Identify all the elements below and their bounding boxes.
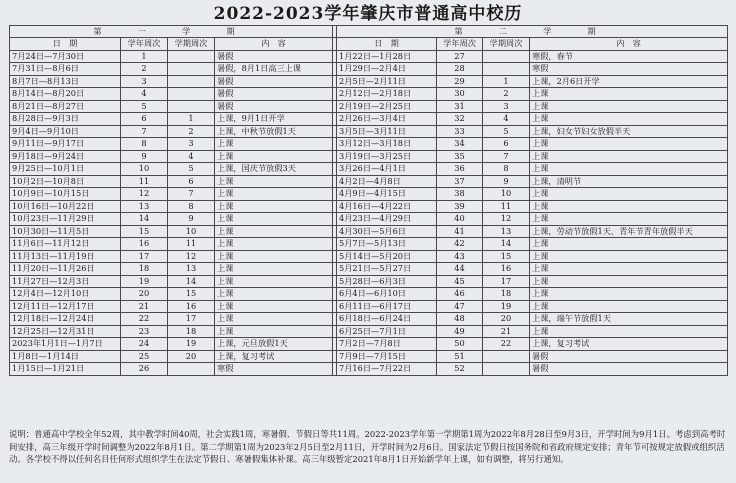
semester1-year-week-cell: 1 xyxy=(121,50,168,63)
semester2-year-week-cell: 37 xyxy=(437,175,483,188)
semester1-year-week-cell: 7 xyxy=(121,125,168,138)
semester1-year-week-cell: 17 xyxy=(121,250,168,263)
semester1-content-cell: 上课，中秋节放假1天 xyxy=(215,125,333,138)
semester2-term-week-cell: 14 xyxy=(483,238,530,251)
semester2-date-cell: 6月4日—6月10日 xyxy=(337,288,437,301)
semester2-date-cell: 3月12日—3月18日 xyxy=(337,138,437,151)
semester1-date-cell: 9月18日—9月24日 xyxy=(10,150,121,163)
semester1-term-week-cell: 1 xyxy=(168,113,215,126)
semester1-term-week-cell: 11 xyxy=(168,238,215,251)
semester2-term-week-cell xyxy=(483,350,530,363)
semester1-year-week-cell: 5 xyxy=(121,100,168,113)
semester2-date-cell: 2月12日—2月18日 xyxy=(337,88,437,101)
semester1-date-cell: 10月9日—10月15日 xyxy=(10,188,121,201)
semester1-content-cell: 上课 xyxy=(215,188,333,201)
semester2-content-cell: 上课 xyxy=(530,150,728,163)
semester2-content-cell: 上课 xyxy=(530,163,728,176)
table-row xyxy=(10,338,728,351)
semester1-date-cell: 1月8日—1月14日 xyxy=(10,350,121,363)
semester2-term-week-cell xyxy=(483,50,530,63)
semester2-date-cell: 7月16日—7月22日 xyxy=(337,363,437,376)
semester2-content-cell: 上课 xyxy=(530,288,728,301)
semester1-date-cell: 7月31日—8月6日 xyxy=(10,63,121,76)
semester1-term-week-cell xyxy=(168,50,215,63)
semester2-year-week-cell: 27 xyxy=(437,50,483,63)
semester2-term-week-cell: 6 xyxy=(483,138,530,151)
semester2-content-cell: 上课，2月6日开学 xyxy=(530,75,728,88)
semester1-year-week-cell: 10 xyxy=(121,163,168,176)
semester1-term-week-cell: 2 xyxy=(168,125,215,138)
semester1-content-cell: 暑假，8月1日高三上课 xyxy=(215,63,333,76)
semester2-date-cell: 4月23日—4月29日 xyxy=(337,213,437,226)
semester2-date-cell: 3月26日—4月1日 xyxy=(337,163,437,176)
semester2-term-week-cell: 10 xyxy=(483,188,530,201)
semester1-term-week-cell: 10 xyxy=(168,225,215,238)
semester2-term-week-cell: 17 xyxy=(483,275,530,288)
semester2-content-cell: 上课 xyxy=(530,263,728,276)
semester2-year-week-cell: 45 xyxy=(437,275,483,288)
semester2-content-cell: 上课，劳动节放假1天、青年节青年放假半天 xyxy=(530,225,728,238)
semester2-content-cell: 上课，复习考试 xyxy=(530,338,728,351)
semester2-date-cell: 1月29日—2月4日 xyxy=(337,63,437,76)
semester2-year-week-cell: 41 xyxy=(437,225,483,238)
semester2-year-week-cell: 29 xyxy=(437,75,483,88)
col-header-content: 内 容 xyxy=(530,38,728,51)
semester2-content-cell: 上课，妇女节妇女放假半天 xyxy=(530,125,728,138)
semester1-term-week-cell xyxy=(168,88,215,101)
table-row xyxy=(10,225,728,238)
col-header-date: 日 期 xyxy=(10,38,121,51)
semester1-content-cell: 上课 xyxy=(215,288,333,301)
semester1-date-cell: 12月25日—12月31日 xyxy=(10,325,121,338)
semester1-content-cell: 暑假 xyxy=(215,100,333,113)
semester1-content-cell: 上课，元旦放假1天 xyxy=(215,338,333,351)
school-calendar-table xyxy=(9,25,728,376)
semester2-date-cell: 7月2日—7月8日 xyxy=(337,338,437,351)
semester-header-row xyxy=(10,26,728,38)
semester1-content-cell: 上课 xyxy=(215,213,333,226)
semester2-year-week-cell: 50 xyxy=(437,338,483,351)
semester2-content-cell: 上课 xyxy=(530,238,728,251)
semester2-label: 第 二 学 期 xyxy=(337,26,728,38)
semester1-term-week-cell: 6 xyxy=(168,175,215,188)
semester1-year-week-cell: 9 xyxy=(121,150,168,163)
semester2-date-cell: 7月9日—7月15日 xyxy=(337,350,437,363)
semester2-year-week-cell: 44 xyxy=(437,263,483,276)
semester1-date-cell: 8月7日—8月13日 xyxy=(10,75,121,88)
semester1-year-week-cell: 13 xyxy=(121,200,168,213)
semester1-year-week-cell: 3 xyxy=(121,75,168,88)
semester1-content-cell: 寒假 xyxy=(215,363,333,376)
semester1-term-week-cell xyxy=(168,63,215,76)
semester2-year-week-cell: 33 xyxy=(437,125,483,138)
semester2-year-week-cell: 42 xyxy=(437,238,483,251)
semester1-term-week-cell: 5 xyxy=(168,163,215,176)
semester1-content-cell: 上课 xyxy=(215,225,333,238)
semester1-content-cell: 暑假 xyxy=(215,88,333,101)
semester1-date-cell: 2023年1月1日—1月7日 xyxy=(10,338,121,351)
semester2-content-cell: 上课 xyxy=(530,138,728,151)
semester2-year-week-cell: 36 xyxy=(437,163,483,176)
semester2-content-cell: 上课 xyxy=(530,100,728,113)
semester2-content-cell: 上课 xyxy=(530,300,728,313)
semester1-date-cell: 9月25日—10月1日 xyxy=(10,163,121,176)
semester1-content-cell: 上课 xyxy=(215,263,333,276)
page-title: 2022-2023学年肇庆市普通高中校历 xyxy=(213,4,523,24)
semester2-year-week-cell: 28 xyxy=(437,63,483,76)
semester1-date-cell: 11月27日—12月3日 xyxy=(10,275,121,288)
semester1-term-week-cell: 12 xyxy=(168,250,215,263)
table-row xyxy=(10,275,728,288)
semester1-term-week-cell: 20 xyxy=(168,350,215,363)
semester2-content-cell: 暑假 xyxy=(530,363,728,376)
semester1-year-week-cell: 21 xyxy=(121,300,168,313)
semester1-date-cell: 11月6日—11月12日 xyxy=(10,238,121,251)
semester1-year-week-cell: 22 xyxy=(121,313,168,326)
semester2-term-week-cell: 18 xyxy=(483,288,530,301)
semester2-date-cell: 4月16日—4月22日 xyxy=(337,200,437,213)
semester2-term-week-cell: 4 xyxy=(483,113,530,126)
semester1-year-week-cell: 12 xyxy=(121,188,168,201)
semester1-date-cell: 9月11日—9月17日 xyxy=(10,138,121,151)
semester2-year-week-cell: 30 xyxy=(437,88,483,101)
semester2-year-week-cell: 39 xyxy=(437,200,483,213)
table-row xyxy=(10,200,728,213)
semester2-year-week-cell: 52 xyxy=(437,363,483,376)
semester1-term-week-cell: 16 xyxy=(168,300,215,313)
semester2-term-week-cell: 15 xyxy=(483,250,530,263)
col-header-content: 内 容 xyxy=(215,38,333,51)
table-row xyxy=(10,100,728,113)
semester1-term-week-cell: 18 xyxy=(168,325,215,338)
semester2-date-cell: 6月11日—6月17日 xyxy=(337,300,437,313)
semester1-date-cell: 11月13日—11月19日 xyxy=(10,250,121,263)
semester1-content-cell: 上课，国庆节放假3天 xyxy=(215,163,333,176)
semester2-date-cell: 4月9日—4月15日 xyxy=(337,188,437,201)
table-row xyxy=(10,150,728,163)
table-row xyxy=(10,313,728,326)
col-header-year-week: 学年周次 xyxy=(437,38,483,51)
col-header-date: 日 期 xyxy=(337,38,437,51)
semester1-content-cell: 上课 xyxy=(215,313,333,326)
table-row xyxy=(10,250,728,263)
semester1-content-cell: 上课 xyxy=(215,250,333,263)
semester1-term-week-cell: 3 xyxy=(168,138,215,151)
semester1-term-week-cell: 15 xyxy=(168,288,215,301)
semester2-date-cell: 5月14日—5月20日 xyxy=(337,250,437,263)
semester1-content-cell: 上课 xyxy=(215,175,333,188)
semester1-date-cell: 12月4日—12月10日 xyxy=(10,288,121,301)
semester2-term-week-cell: 21 xyxy=(483,325,530,338)
semester1-term-week-cell: 7 xyxy=(168,188,215,201)
semester2-date-cell: 6月18日—6月24日 xyxy=(337,313,437,326)
semester2-date-cell: 3月19日—3月25日 xyxy=(337,150,437,163)
semester2-term-week-cell: 13 xyxy=(483,225,530,238)
semester1-date-cell: 12月11日—12月17日 xyxy=(10,300,121,313)
semester2-content-cell: 上课，端午节放假1天 xyxy=(530,313,728,326)
semester2-date-cell: 4月30日—5月6日 xyxy=(337,225,437,238)
semester2-date-cell: 2月26日—3月4日 xyxy=(337,113,437,126)
semester1-year-week-cell: 6 xyxy=(121,113,168,126)
semester1-date-cell: 10月16日—10月22日 xyxy=(10,200,121,213)
semester2-term-week-cell: 11 xyxy=(483,200,530,213)
semester2-year-week-cell: 34 xyxy=(437,138,483,151)
semester1-content-cell: 暑假 xyxy=(215,50,333,63)
semester2-term-week-cell: 3 xyxy=(483,100,530,113)
semester1-label: 第 一 学 期 xyxy=(10,26,333,38)
semester1-date-cell: 8月21日—8月27日 xyxy=(10,100,121,113)
semester1-term-week-cell xyxy=(168,363,215,376)
semester2-year-week-cell: 46 xyxy=(437,288,483,301)
semester1-date-cell: 7月24日—7月30日 xyxy=(10,50,121,63)
table-row xyxy=(10,350,728,363)
semester1-term-week-cell xyxy=(168,75,215,88)
semester1-content-cell: 上课 xyxy=(215,238,333,251)
semester2-date-cell: 5月7日—5月13日 xyxy=(337,238,437,251)
semester2-date-cell: 6月25日—7月1日 xyxy=(337,325,437,338)
semester2-term-week-cell xyxy=(483,363,530,376)
semester1-content-cell: 上课 xyxy=(215,325,333,338)
semester1-content-cell: 上课 xyxy=(215,300,333,313)
table-row xyxy=(10,63,728,76)
semester2-date-cell: 2月19日—2月25日 xyxy=(337,100,437,113)
semester1-year-week-cell: 20 xyxy=(121,288,168,301)
semester1-year-week-cell: 2 xyxy=(121,63,168,76)
semester2-year-week-cell: 43 xyxy=(437,250,483,263)
semester1-content-cell: 上课，9月1日开学 xyxy=(215,113,333,126)
table-row xyxy=(10,300,728,313)
column-header-row xyxy=(10,38,728,51)
semester1-year-week-cell: 19 xyxy=(121,275,168,288)
semester2-date-cell: 2月5日—2月11日 xyxy=(337,75,437,88)
semester1-year-week-cell: 4 xyxy=(121,88,168,101)
table-row xyxy=(10,125,728,138)
semester2-date-cell: 5月21日—5月27日 xyxy=(337,263,437,276)
semester2-date-cell: 4月2日—4月8日 xyxy=(337,175,437,188)
col-header-term-week: 学期周次 xyxy=(483,38,530,51)
semester2-content-cell: 上课 xyxy=(530,213,728,226)
semester1-date-cell: 10月30日—11月5日 xyxy=(10,225,121,238)
semester1-date-cell: 8月28日—9月3日 xyxy=(10,113,121,126)
semester1-year-week-cell: 11 xyxy=(121,175,168,188)
semester2-term-week-cell: 20 xyxy=(483,313,530,326)
semester2-year-week-cell: 51 xyxy=(437,350,483,363)
table-row xyxy=(10,88,728,101)
semester1-year-week-cell: 26 xyxy=(121,363,168,376)
semester2-content-cell: 寒假，春节 xyxy=(530,50,728,63)
semester2-year-week-cell: 38 xyxy=(437,188,483,201)
semester1-term-week-cell: 19 xyxy=(168,338,215,351)
semester1-year-week-cell: 24 xyxy=(121,338,168,351)
semester1-term-week-cell: 8 xyxy=(168,200,215,213)
semester1-year-week-cell: 25 xyxy=(121,350,168,363)
table-row xyxy=(10,238,728,251)
semester2-content-cell: 上课 xyxy=(530,188,728,201)
semester2-year-week-cell: 35 xyxy=(437,150,483,163)
semester1-date-cell: 10月2日—10月8日 xyxy=(10,175,121,188)
table-row xyxy=(10,213,728,226)
semester1-term-week-cell xyxy=(168,100,215,113)
semester1-content-cell: 暑假 xyxy=(215,75,333,88)
table-row xyxy=(10,363,728,376)
semester2-year-week-cell: 32 xyxy=(437,113,483,126)
semester1-year-week-cell: 8 xyxy=(121,138,168,151)
semester1-date-cell: 9月4日—9月10日 xyxy=(10,125,121,138)
semester1-term-week-cell: 13 xyxy=(168,263,215,276)
semester2-year-week-cell: 49 xyxy=(437,325,483,338)
semester2-content-cell: 暑假 xyxy=(530,350,728,363)
semester2-year-week-cell: 31 xyxy=(437,100,483,113)
semester1-year-week-cell: 14 xyxy=(121,213,168,226)
semester2-term-week-cell: 16 xyxy=(483,263,530,276)
semester1-term-week-cell: 17 xyxy=(168,313,215,326)
semester2-term-week-cell: 5 xyxy=(483,125,530,138)
semester1-content-cell: 上课 xyxy=(215,150,333,163)
semester2-content-cell: 上课 xyxy=(530,275,728,288)
semester1-content-cell: 上课 xyxy=(215,275,333,288)
table-row xyxy=(10,263,728,276)
table-row xyxy=(10,188,728,201)
semester1-term-week-cell: 9 xyxy=(168,213,215,226)
semester2-term-week-cell: 8 xyxy=(483,163,530,176)
footnote: 说明：普通高中学校全年52周，其中教学时间40周，社会实践1周，寒暑假、节假日等共11周。2022-2023学年第一学期第1周为2022年8月28日至9月3日，开学时间为9月1日。考虑到高考时间安排，高三年级开学时间调整为2022年8月1日。第二学期第1周为2023年2月5日至2月11日，开学时间为2月6日。国家法定节假日按国务院和省政府规定安排；青年节可按规定放假或组织活动。各学校不得以任何名目任何形式组织学生在法定节假日、寒暑假集体补课。高三年级暂定2021年8月1日开始新学年上课，如有调整，将另行通知。 xyxy=(9,429,726,464)
semester2-term-week-cell: 12 xyxy=(483,213,530,226)
semester1-year-week-cell: 16 xyxy=(121,238,168,251)
semester1-content-cell: 上课，复习考试 xyxy=(215,350,333,363)
table-row xyxy=(10,50,728,63)
table-row xyxy=(10,163,728,176)
semester1-date-cell: 11月20日—11月26日 xyxy=(10,263,121,276)
semester1-date-cell: 1月15日—1月21日 xyxy=(10,363,121,376)
semester2-date-cell: 3月5日—3月11日 xyxy=(337,125,437,138)
semester2-term-week-cell: 9 xyxy=(483,175,530,188)
semester2-content-cell: 上课 xyxy=(530,250,728,263)
semester1-date-cell: 8月14日—8月20日 xyxy=(10,88,121,101)
table-row xyxy=(10,113,728,126)
semester2-term-week-cell: 1 xyxy=(483,75,530,88)
semester1-date-cell: 10月23日—11月29日 xyxy=(10,213,121,226)
table-row xyxy=(10,325,728,338)
table-row xyxy=(10,138,728,151)
semester2-content-cell: 上课 xyxy=(530,113,728,126)
semester1-year-week-cell: 23 xyxy=(121,325,168,338)
semester2-term-week-cell xyxy=(483,63,530,76)
semester1-term-week-cell: 4 xyxy=(168,150,215,163)
col-header-year-week: 学年周次 xyxy=(121,38,168,51)
semester2-term-week-cell: 22 xyxy=(483,338,530,351)
semester1-date-cell: 12月18日—12月24日 xyxy=(10,313,121,326)
table-row xyxy=(10,288,728,301)
table-row xyxy=(10,75,728,88)
semester2-content-cell: 上课 xyxy=(530,200,728,213)
semester2-term-week-cell: 19 xyxy=(483,300,530,313)
semester2-date-cell: 1月22日—1月28日 xyxy=(337,50,437,63)
semester1-year-week-cell: 18 xyxy=(121,263,168,276)
semester2-term-week-cell: 2 xyxy=(483,88,530,101)
semester2-content-cell: 寒假 xyxy=(530,63,728,76)
semester2-year-week-cell: 40 xyxy=(437,213,483,226)
semester2-content-cell: 上课 xyxy=(530,325,728,338)
semester1-year-week-cell: 15 xyxy=(121,225,168,238)
col-header-term-week: 学期周次 xyxy=(168,38,215,51)
semester1-content-cell: 上课 xyxy=(215,200,333,213)
semester2-year-week-cell: 47 xyxy=(437,300,483,313)
semester2-date-cell: 5月28日—6月3日 xyxy=(337,275,437,288)
semester2-content-cell: 上课 xyxy=(530,88,728,101)
semester2-term-week-cell: 7 xyxy=(483,150,530,163)
semester2-content-cell: 上课，清明节 xyxy=(530,175,728,188)
semester2-year-week-cell: 48 xyxy=(437,313,483,326)
semester1-term-week-cell: 14 xyxy=(168,275,215,288)
table-row xyxy=(10,175,728,188)
semester1-content-cell: 上课 xyxy=(215,138,333,151)
